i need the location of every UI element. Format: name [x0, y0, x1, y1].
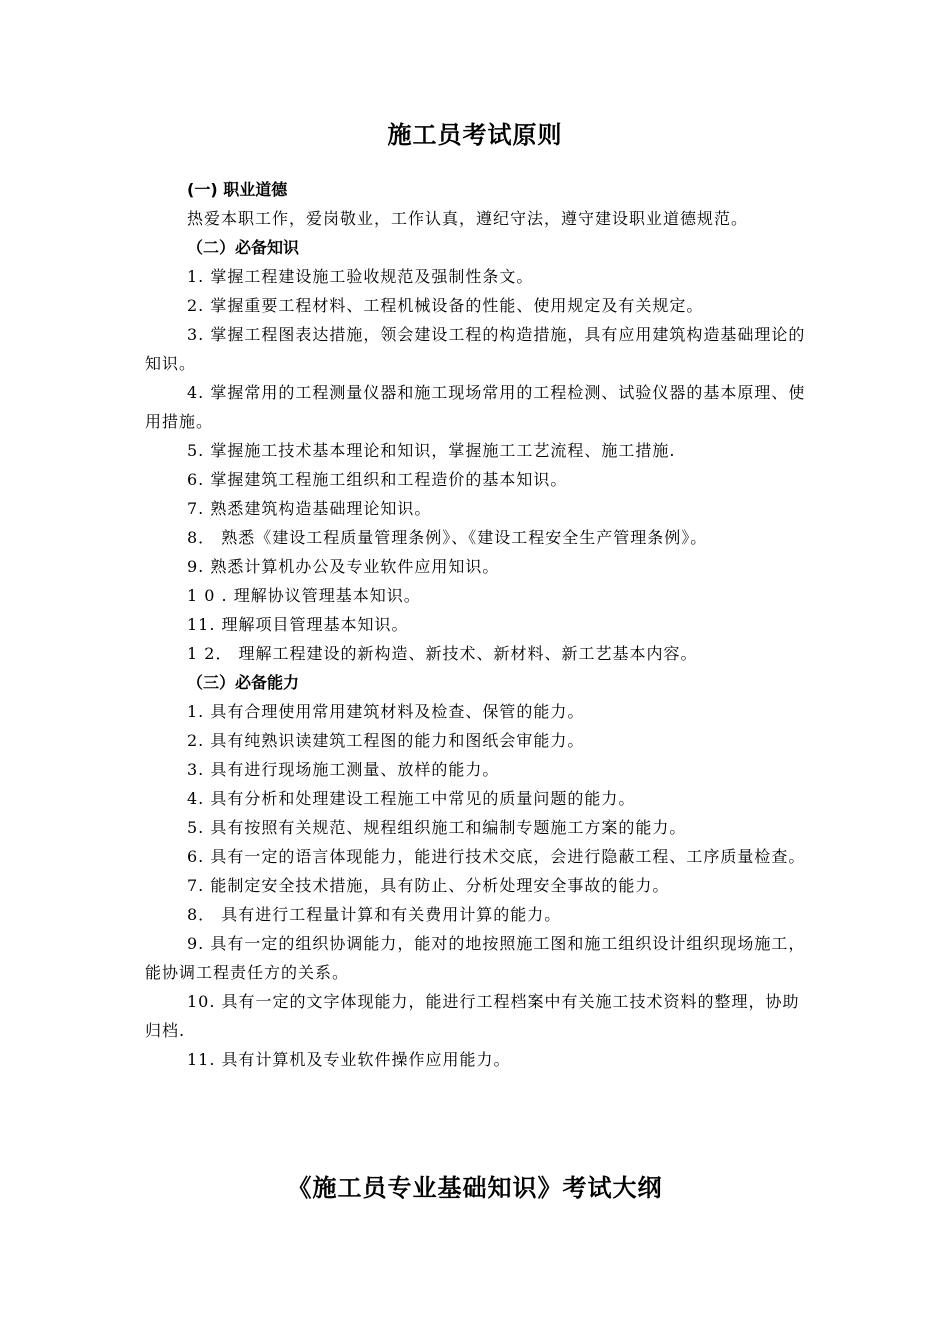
list-item: 10. 具有一定的文字体现能力，能进行工程档案中有关施工技术资料的整理，协助归档.	[145, 992, 800, 1040]
list-item: 7. 熟悉建筑构造基础理论知识。	[187, 499, 432, 518]
document-body	[145, 175, 810, 1074]
list-item: 8． 熟悉《建设工程质量管理条例》、《建设工程安全生产管理条例》。	[187, 528, 708, 547]
list-item: 2. 掌握重要工程材料、工程机械设备的性能、使用规定及有关规定。	[187, 296, 704, 315]
list-item: 9. 具有一定的组织协调能力，能对的地按照施工图和施工组织设计组织现场施工，能协调工程责任方的关系。	[145, 934, 806, 982]
list-item: 1 2． 理解工程建设的新构造、新技术、新材料、新工艺基本内容。	[187, 644, 698, 663]
paragraph: 热爱本职工作，爱岗敬业，工作认真，遵纪守法，遵守建设职业道德规范。	[187, 209, 749, 228]
list-item: 2. 具有纯熟识读建筑工程图的能力和图纸会审能力。	[187, 731, 585, 750]
section-heading-ethics: (一) 职业道德	[187, 180, 288, 199]
next-section-title: 《施工员专业基础知识》考试大纲	[287, 1174, 663, 1202]
list-item: 5. 具有按照有关规范、规程组织施工和编制专题施工方案的能力。	[187, 818, 687, 837]
list-item: 11. 理解项目管理基本知识。	[187, 615, 409, 634]
list-item: 8． 具有进行工程量计算和有关费用计算的能力。	[187, 905, 562, 924]
page-title: 施工员考试原则	[387, 121, 563, 149]
list-item: 3. 具有进行现场施工测量、放样的能力。	[187, 760, 500, 779]
list-item: 3. 掌握工程图表达措施，领会建设工程的构造措施，具有应用建筑构造基础理论的知识。	[145, 325, 806, 373]
list-item: 7. 能制定安全技术措施，具有防止、分析处理安全事故的能力。	[187, 876, 670, 895]
section-heading-knowledge: （二）必备知识	[187, 238, 300, 257]
list-item: 5. 掌握施工技术基本理论和知识，掌握施工工艺流程、施工措施.	[187, 441, 676, 460]
list-item: 6. 掌握建筑工程施工组织和工程造价的基本知识。	[187, 470, 568, 489]
list-item: 1 0 . 理解协议管理基本知识。	[187, 586, 421, 605]
list-item: 1. 具有合理使用常用建筑材料及检查、保管的能力。	[187, 702, 585, 721]
list-item: 9. 熟悉计算机办公及专业软件应用知识。	[187, 557, 500, 576]
list-item: 4. 掌握常用的工程测量仪器和施工现场常用的工程检测、试验仪器的基本原理、使用措施。	[145, 383, 806, 431]
list-item: 11. 具有计算机及专业软件操作应用能力。	[187, 1050, 511, 1069]
list-item: 4. 具有分析和处理建设工程施工中常见的质量问题的能力。	[187, 789, 636, 808]
list-item: 1. 掌握工程建设施工验收规范及强制性条文。	[187, 267, 534, 286]
section-heading-abilities: （三）必备能力	[187, 673, 300, 692]
list-item: 6. 具有一定的语言体现能力，能进行技术交底，会进行隐蔽工程、工序质量检查。	[187, 847, 806, 866]
